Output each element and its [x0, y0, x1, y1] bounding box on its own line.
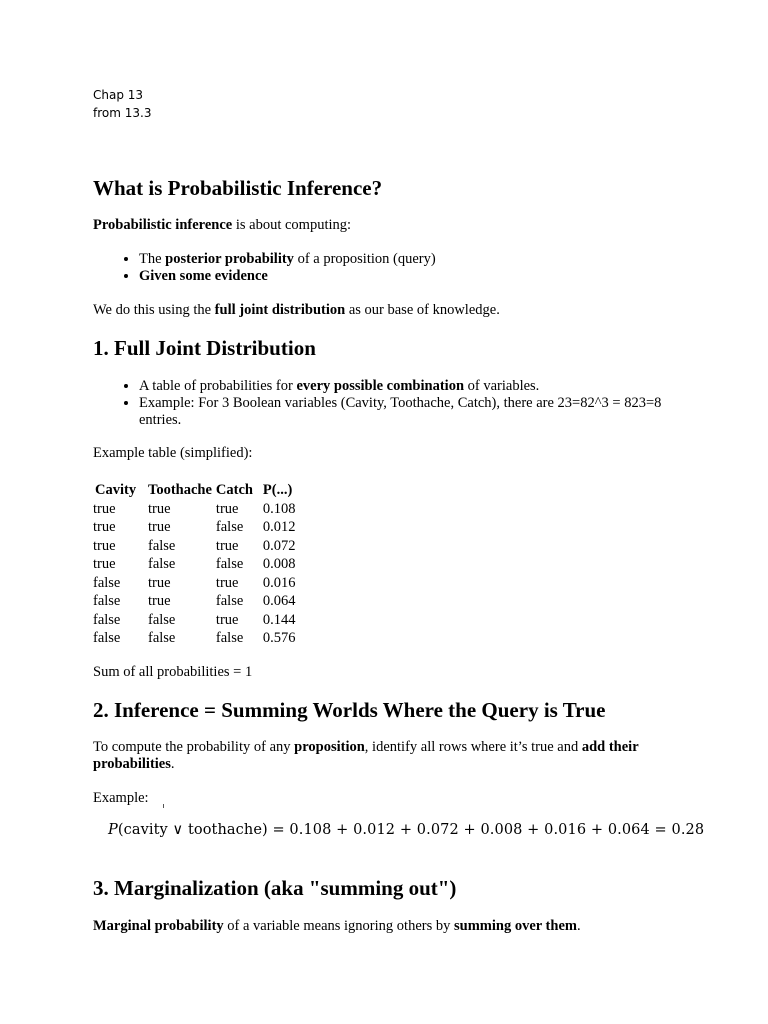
table-cell: 0.016 [262, 574, 296, 591]
bullet-text: of variables. [464, 378, 540, 394]
table-cell: true [93, 537, 116, 554]
table-row [93, 630, 300, 649]
table-cell: true [93, 556, 116, 573]
table-cell: false [93, 574, 121, 591]
bullet-text: of a proposition (query) [293, 251, 436, 267]
table-cell: true [148, 500, 171, 517]
sum-note: Sum of all probabilities = 1 [93, 664, 253, 680]
table-cell: true [215, 537, 239, 554]
bullet-bold: posterior probability [165, 251, 294, 267]
table-caption: Example table (simplified): [93, 445, 253, 461]
para-text: as our base of knowledge. [345, 302, 500, 318]
formula-body: (cavity ∨ toothache) = 0.108 + 0.012 + 0.072 + 0.008 + 0.016 + 0.064 = 0.28 [117, 822, 705, 838]
section-ref-label: from 13.3 [93, 106, 152, 120]
column-header: Catch [215, 481, 253, 498]
table-cell: 0.576 [262, 630, 296, 647]
column-header: Toothache [148, 481, 212, 498]
table-cell: false [148, 611, 176, 628]
table-cell: 0.108 [262, 500, 296, 517]
table-row [93, 574, 300, 593]
table-header-row [93, 480, 300, 500]
list-item [139, 378, 683, 395]
para-text: To compute the probability of any [93, 739, 295, 755]
section-title-inference-summing: 2. Inference = Summing Worlds Where the Query is True [93, 698, 606, 722]
chapter-label: Chap 13 [93, 88, 144, 102]
table-cell: true [148, 574, 171, 591]
para-bold: summing over them [453, 918, 577, 934]
table-row [93, 593, 300, 612]
para-bold: full joint distribution [214, 302, 346, 318]
table-row [93, 537, 300, 556]
para-text: . [170, 756, 175, 772]
table-cell: false [215, 593, 244, 610]
para-bold: proposition [294, 739, 365, 755]
table-row [93, 500, 300, 519]
table-row [93, 611, 300, 630]
table-cell: true [148, 593, 171, 610]
table-cell: false [215, 519, 244, 536]
table-cell: true [215, 574, 239, 591]
inference-paragraph [93, 739, 658, 773]
table-cell: 0.012 [262, 519, 296, 536]
column-header: Cavity [95, 481, 137, 498]
marginal-paragraph [93, 918, 683, 935]
table-cell: 0.144 [262, 611, 296, 628]
section-title-inference: What is Probabilistic Inference? [93, 176, 383, 200]
example-label: Example: [93, 790, 149, 806]
cursor-mark [163, 804, 164, 808]
closing-paragraph [93, 302, 683, 319]
table-row [93, 556, 300, 575]
intro-rest: is about computing: [232, 217, 352, 233]
inference-formula [108, 822, 704, 838]
formula-p: P [108, 822, 118, 838]
para-bold: add their probabilities [93, 739, 639, 772]
table-cell: true [93, 519, 116, 536]
bullet-text: A table of probabilities for [139, 378, 297, 394]
section-title-marginalization: 3. Marginalization (aka "summing out") [93, 876, 457, 900]
table-cell: false [215, 556, 244, 573]
table-cell: false [93, 593, 121, 610]
full-joint-bullets [93, 378, 683, 429]
table-row [93, 519, 300, 538]
table-cell: false [148, 537, 176, 554]
table-cell: false [93, 630, 121, 647]
bullet-bold: Given some evidence [139, 268, 268, 284]
section-title-full-joint: 1. Full Joint Distribution [93, 336, 316, 360]
table-cell: 0.072 [262, 537, 296, 554]
intro-bold: Probabilistic inference [93, 217, 233, 233]
probability-table [93, 480, 300, 648]
table-cell: false [93, 611, 121, 628]
para-text: , identify all rows where it’s true and [364, 739, 582, 755]
para-text: . [576, 918, 581, 934]
table-cell: true [93, 500, 116, 517]
table-cell: true [148, 519, 171, 536]
inference-bullets [93, 251, 683, 285]
table-cell: true [215, 500, 239, 517]
list-item [139, 268, 683, 285]
bullet-text: The [139, 251, 166, 267]
table-cell: false [148, 630, 176, 647]
table-cell: 0.064 [262, 593, 296, 610]
table-cell: true [215, 611, 239, 628]
para-bold: Marginal probability [93, 918, 224, 934]
para-text: of a variable means ignoring others by [223, 918, 454, 934]
table-cell: false [148, 556, 176, 573]
table-cell: false [215, 630, 244, 647]
list-item [139, 251, 683, 268]
intro-paragraph [93, 217, 683, 234]
table-cell: 0.008 [262, 556, 296, 573]
bullet-bold: every possible combination [296, 378, 465, 394]
list-item: • Example: For 3 Boolean variables (Cavity, Toothache, Catch), there are 23=82^3 = 823=8 entries. [139, 395, 683, 429]
column-header: P(...) [262, 481, 293, 498]
para-text: We do this using the [93, 302, 215, 318]
